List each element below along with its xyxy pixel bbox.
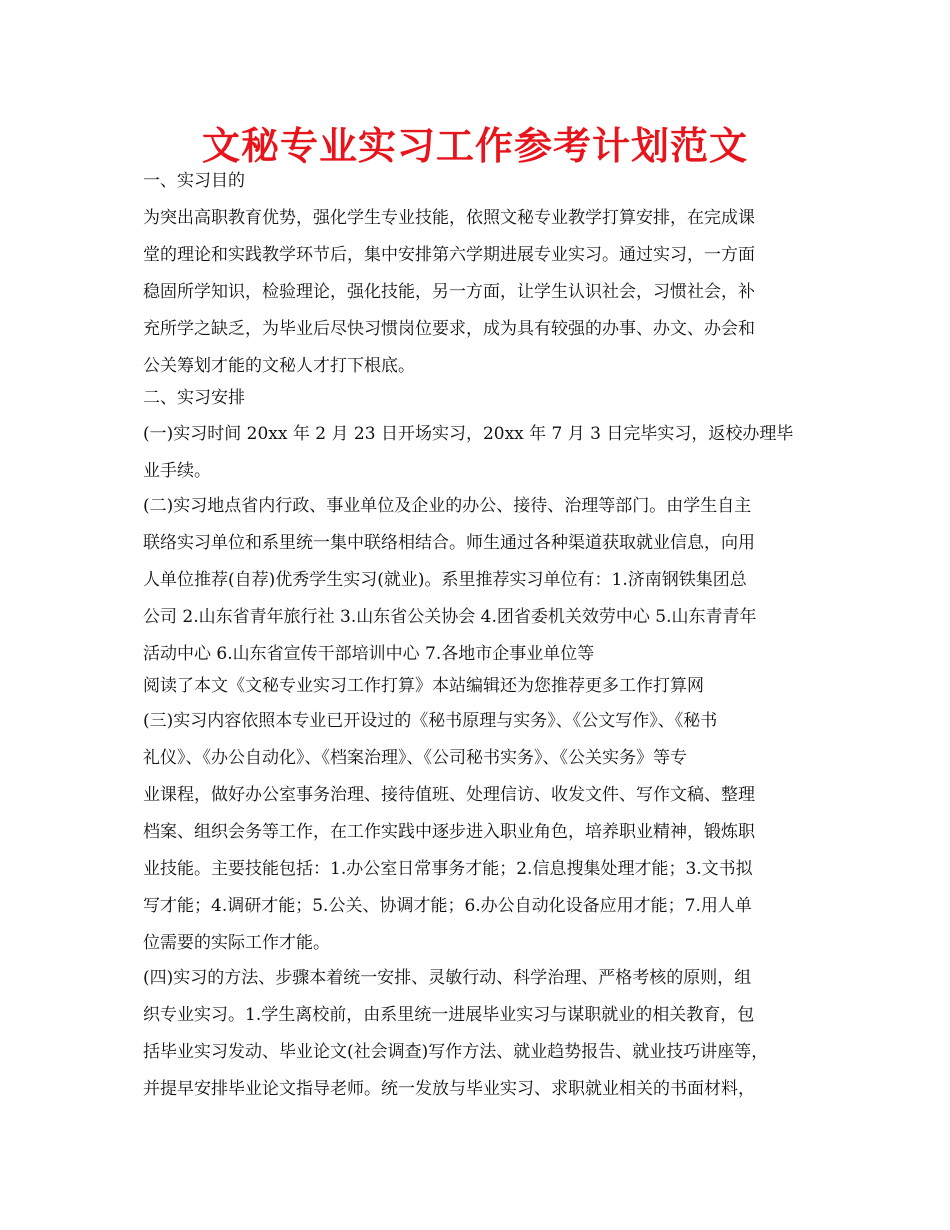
section-heading: 一、实习目的: [143, 171, 245, 191]
paragraph-line: 档案、组织会务等工作，在工作实践中逐步进入职业角色，培养职业精神，锻炼职: [143, 822, 755, 842]
paragraph-line: (四)实习的方法、步骤本着统一安排、灵敏行动、科学治理、严格考核的原则，组: [143, 968, 752, 988]
paragraph-line: 并提早安排毕业论文指导老师。统一发放与毕业实习、求职就业相关的书面材料，: [143, 1079, 755, 1099]
paragraph-line: 人单位推荐(自荐)优秀学生实习(就业)。系里推荐实习单位有：1.济南钢铁集团总: [143, 570, 747, 590]
paragraph-line: (一)实习时间 20xx 年 2 月 23 日开场实习，20xx 年 7 月 3 日完毕实习，返校办理毕: [143, 424, 794, 444]
paragraph-line: 位需要的实际工作才能。: [143, 933, 330, 953]
paragraph-line: 括毕业实习发动、毕业论文(社会调查)写作方法、就业趋势报告、就业技巧讲座等，: [143, 1042, 769, 1062]
paragraph-line: 业手续。: [143, 461, 211, 481]
paragraph-line: 公关筹划才能的文秘人才打下根底。: [143, 356, 415, 376]
paragraph-line: 公司 2.山东省青年旅行社 3.山东省公关协会 4.团省委机关效劳中心 5.山东青青年: [143, 607, 757, 627]
paragraph-line: (三)实习内容依照本专业已开设过的《秘书原理与实务》、《公文写作》、《秘书: [143, 711, 718, 731]
paragraph-line: 为突出高职教育优势，强化学生专业技能，依照文秘专业教学打算安排，在完成课: [143, 208, 755, 228]
paragraph-line: 织专业实习。1.学生离校前，由系里统一进展毕业实习与谋职就业的相关教育，包: [143, 1005, 755, 1025]
paragraph-line: 礼仪》、《办公自动化》、《档案治理》、《公司秘书实务》、《公关实务》等专: [143, 748, 687, 768]
paragraph-line: 阅读了本文《文秘专业实习工作打算》本站编辑还为您推荐更多工作打算网: [143, 676, 704, 696]
document-body: [143, 166, 813, 1105]
paragraph-line: 堂的理论和实践教学环节后，集中安排第六学期进展专业实习。通过实习，一方面: [143, 245, 755, 265]
paragraph-line: 稳固所学知识，检验理论，强化技能，另一方面，让学生认识社会，习惯社会，补: [143, 282, 755, 302]
section-heading: 二、实习安排: [143, 388, 245, 408]
paragraph-line: 写才能；4.调研才能；5.公关、协调才能；6.办公自动化设备应用才能；7.用人单: [143, 896, 752, 916]
document-title: 文秘专业实习工作参考计划范文: [201, 123, 748, 168]
paragraph-line: 活动中心 6.山东省宣传干部培训中心 7.各地市企事业单位等: [143, 644, 595, 664]
paragraph-line: 联络实习单位和系里统一集中联络相结合。师生通过各种渠道获取就业信息，向用: [143, 533, 755, 553]
paragraph-line: 业课程，做好办公室事务治理、接待值班、处理信访、收发文件、写作文稿、整理: [143, 785, 755, 805]
paragraph-line: (二)实习地点省内行政、事业单位及企业的办公、接待、治理等部门。由学生自主: [143, 496, 752, 516]
paragraph-line: 充所学之缺乏，为毕业后尽快习惯岗位要求，成为具有较强的办事、办文、办会和: [143, 319, 755, 339]
paragraph-line: 业技能。主要技能包括：1.办公室日常事务才能；2.信息搜集处理才能；3.文书拟: [143, 859, 753, 879]
